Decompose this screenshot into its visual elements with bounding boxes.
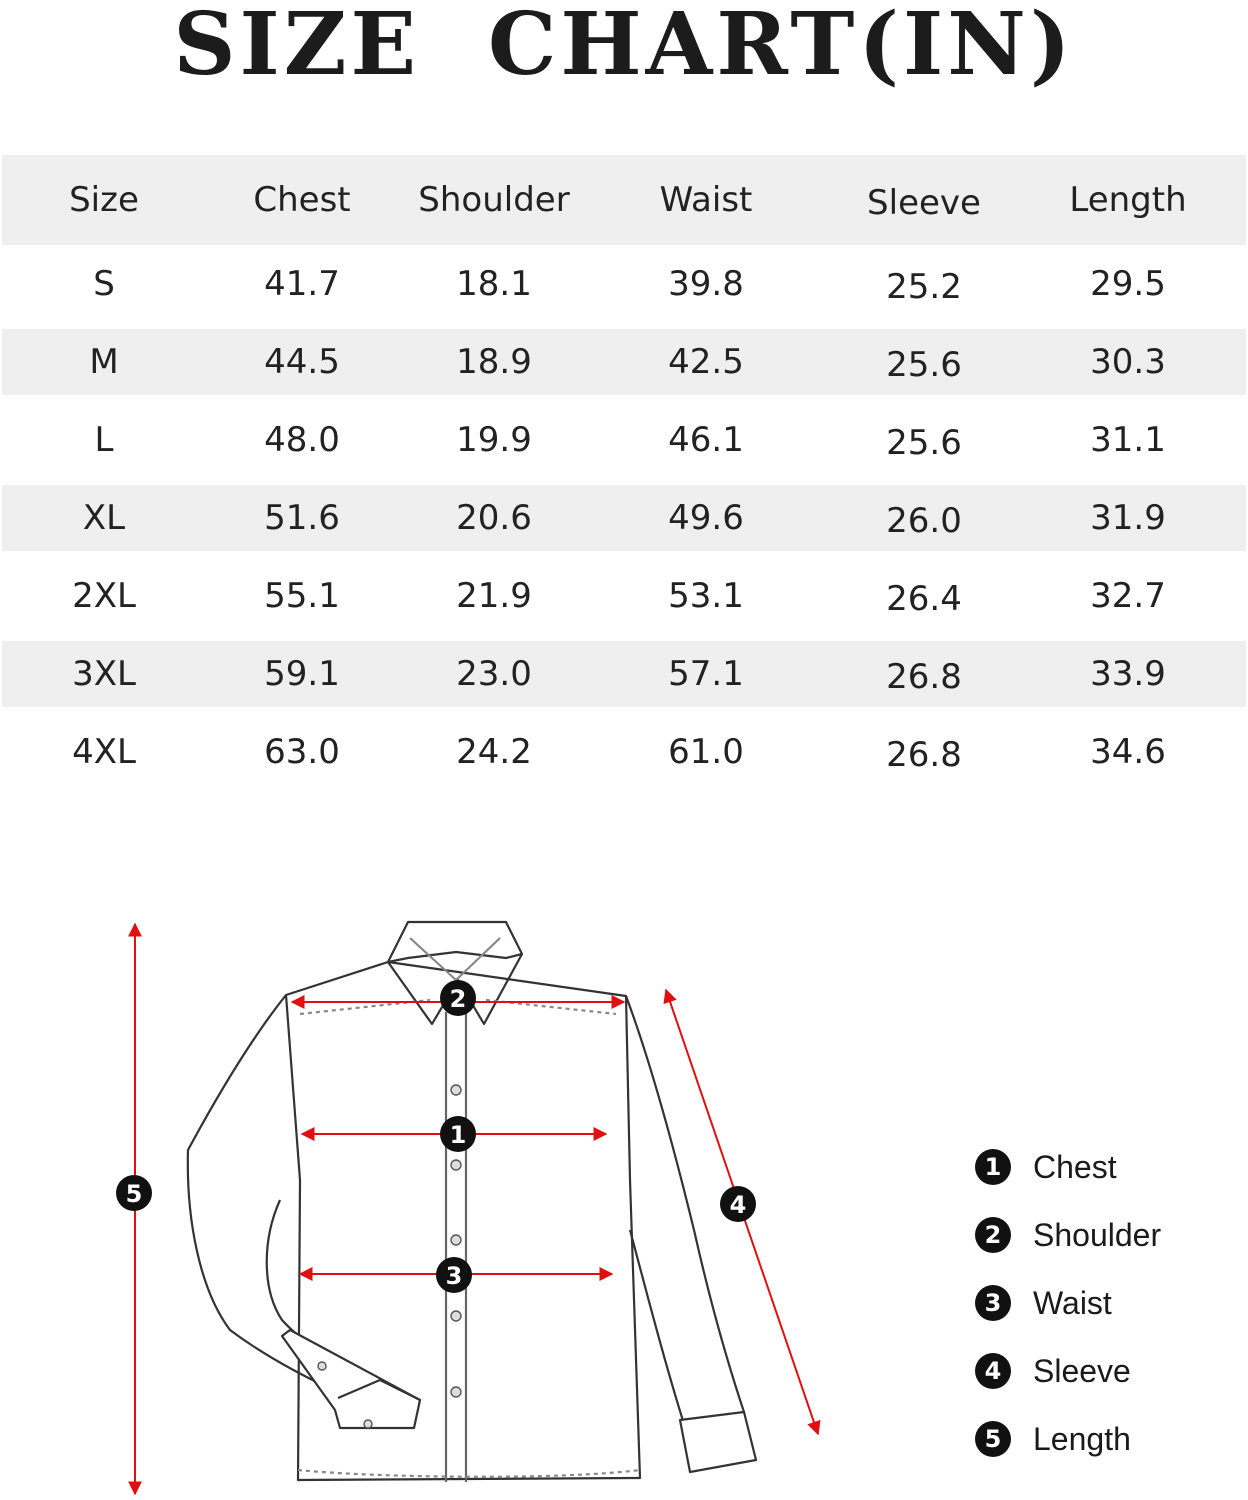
table-row (2, 713, 1246, 791)
legend-label: Chest (1033, 1148, 1117, 1185)
cell-sleeve: 25.6 (886, 423, 962, 463)
legend-label: Shoulder (1033, 1216, 1162, 1253)
legend-item-length (975, 1405, 1235, 1473)
svg-text:4: 4 (729, 1191, 747, 1219)
table-row (2, 641, 1246, 707)
header-sleeve: Sleeve (867, 183, 981, 223)
cell-sleeve: 26.4 (886, 579, 962, 619)
cell-sleeve: 26.8 (886, 735, 962, 775)
legend-number: 3 (975, 1285, 1011, 1321)
cell-size: L (94, 420, 114, 460)
measurement-legend (975, 1133, 1235, 1473)
cell-shoulder: 18.9 (456, 342, 532, 382)
legend-label: Waist (1033, 1284, 1112, 1321)
cell-size: 4XL (72, 732, 136, 772)
badge-length (116, 1175, 152, 1211)
legend-item-chest (975, 1133, 1235, 1201)
legend-item-sleeve (975, 1337, 1235, 1405)
cell-chest: 48.0 (264, 420, 340, 460)
svg-text:1: 1 (449, 1121, 467, 1149)
legend-label: Length (1033, 1420, 1131, 1457)
cell-size: M (89, 342, 119, 382)
header-shoulder: Shoulder (418, 180, 570, 220)
table-row (2, 245, 1246, 323)
cell-waist: 49.6 (668, 498, 744, 538)
table-row (2, 329, 1246, 395)
cell-shoulder: 18.1 (456, 264, 532, 304)
badge-sleeve (720, 1186, 756, 1222)
cell-length: 29.5 (1090, 264, 1166, 304)
cell-size: XL (82, 498, 126, 538)
cell-shoulder: 21.9 (456, 576, 532, 616)
cell-chest: 55.1 (264, 576, 340, 616)
badge-shoulder (440, 980, 476, 1016)
svg-text:2: 2 (449, 985, 467, 1013)
cell-size: 3XL (72, 654, 136, 694)
cell-sleeve: 26.8 (886, 657, 962, 697)
legend-number: 5 (975, 1421, 1011, 1457)
badge-chest (440, 1116, 476, 1152)
cell-waist: 57.1 (668, 654, 744, 694)
cell-size: 2XL (72, 576, 136, 616)
cell-waist: 42.5 (668, 342, 744, 382)
svg-text:5: 5 (125, 1180, 143, 1208)
legend-number: 4 (975, 1353, 1011, 1389)
cell-shoulder: 24.2 (456, 732, 532, 772)
legend-item-waist (975, 1269, 1235, 1337)
header-length: Length (1069, 180, 1187, 220)
cell-size: S (93, 264, 115, 304)
cell-sleeve: 25.2 (886, 267, 962, 307)
cell-waist: 53.1 (668, 576, 744, 616)
cell-waist: 46.1 (668, 420, 744, 460)
size-table (2, 155, 1246, 791)
cell-length: 34.6 (1090, 732, 1166, 772)
cell-sleeve: 26.0 (886, 501, 962, 541)
cell-chest: 51.6 (264, 498, 340, 538)
cell-length: 32.7 (1090, 576, 1166, 616)
cell-chest: 44.5 (264, 342, 340, 382)
cell-chest: 41.7 (264, 264, 340, 304)
table-row (2, 557, 1246, 635)
legend-label: Sleeve (1033, 1352, 1131, 1389)
page-title: SIZE CHART(IN) (173, 0, 1075, 95)
legend-number: 1 (975, 1149, 1011, 1185)
badge-waist (436, 1257, 472, 1293)
cell-sleeve: 25.6 (886, 345, 962, 385)
header-waist: Waist (659, 180, 753, 220)
cell-waist: 61.0 (668, 732, 744, 772)
cell-waist: 39.8 (668, 264, 744, 304)
cell-length: 31.9 (1090, 498, 1166, 538)
cell-length: 33.9 (1090, 654, 1166, 694)
cell-chest: 59.1 (264, 654, 340, 694)
header-chest: Chest (253, 180, 351, 220)
cell-shoulder: 23.0 (456, 654, 532, 694)
table-row (2, 401, 1246, 479)
table-row (2, 485, 1246, 551)
cell-shoulder: 19.9 (456, 420, 532, 460)
cell-length: 31.1 (1090, 420, 1166, 460)
legend-item-shoulder (975, 1201, 1235, 1269)
cell-shoulder: 20.6 (456, 498, 532, 538)
table-header-row (2, 155, 1246, 245)
header-size: Size (69, 180, 139, 220)
legend-number: 2 (975, 1217, 1011, 1253)
svg-text:3: 3 (445, 1262, 463, 1290)
cell-length: 30.3 (1090, 342, 1166, 382)
cell-chest: 63.0 (264, 732, 340, 772)
